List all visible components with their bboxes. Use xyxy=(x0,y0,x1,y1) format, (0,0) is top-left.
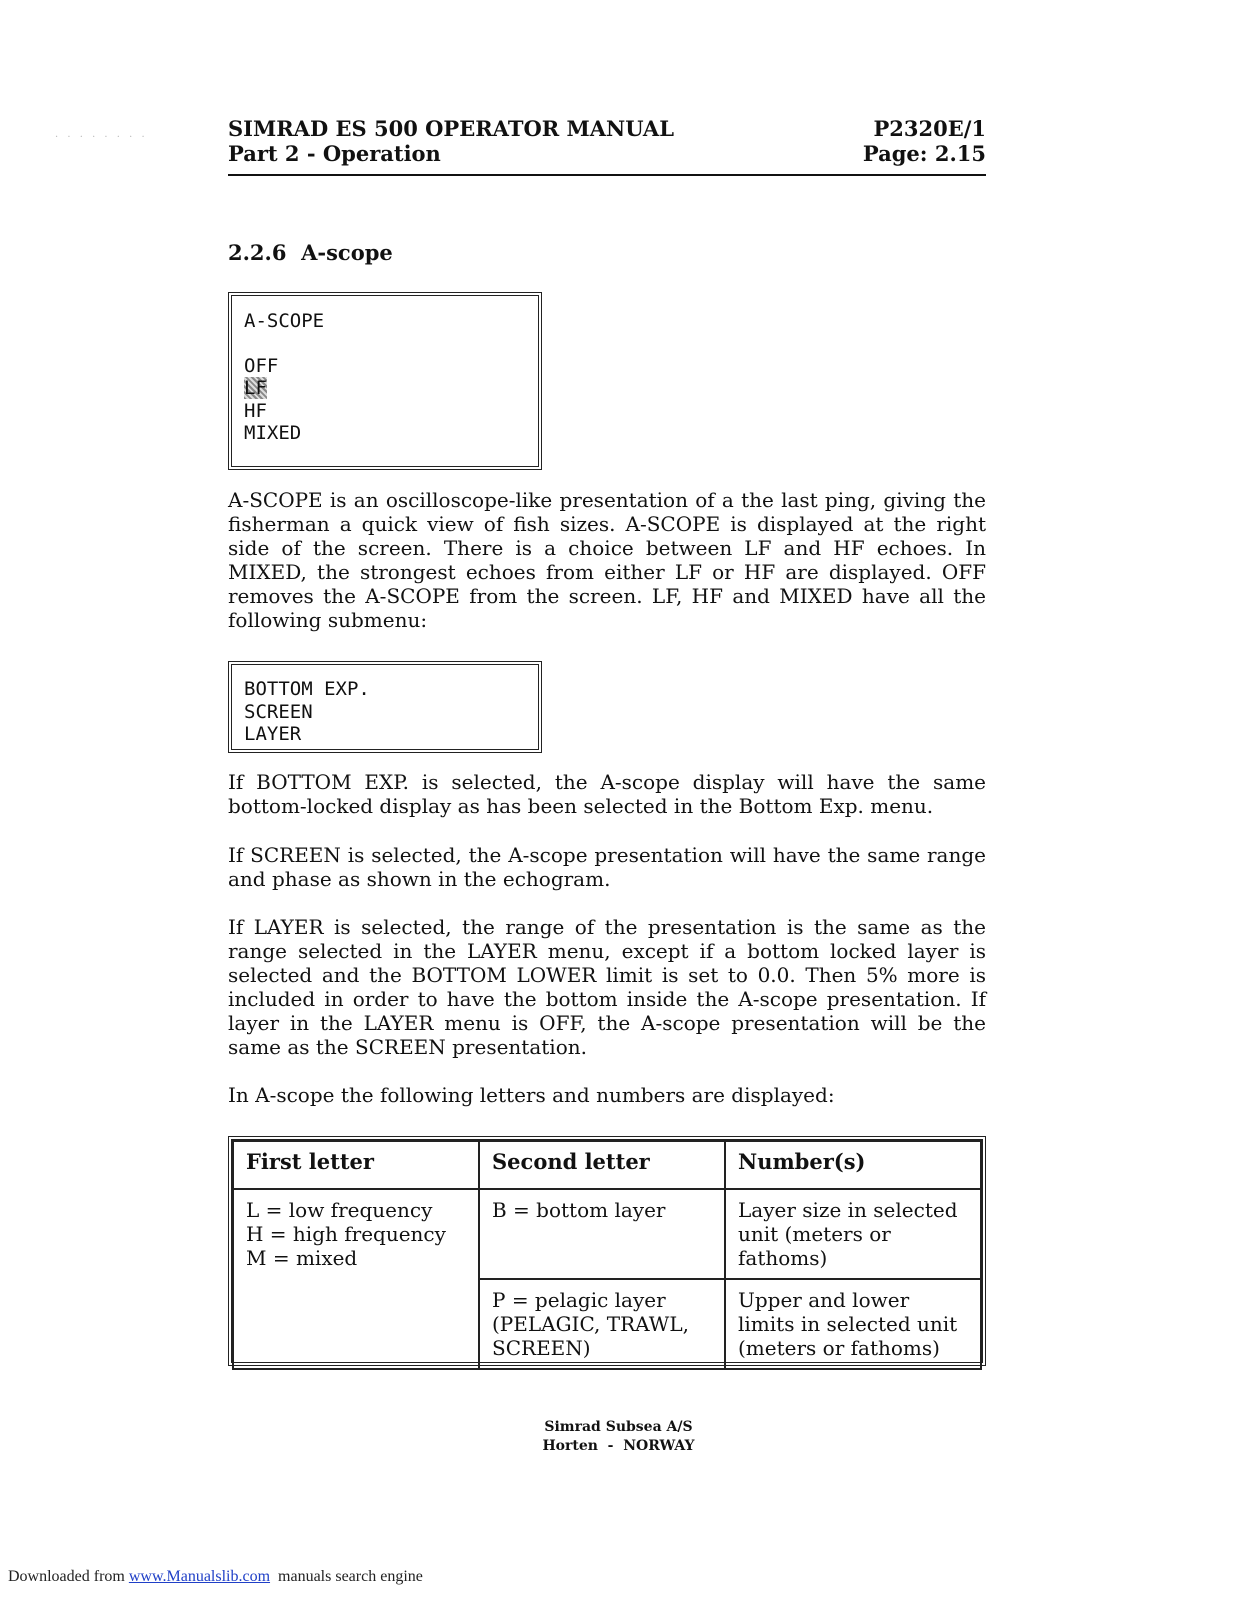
page-header xyxy=(228,116,986,176)
submenu-option-layer: LAYER xyxy=(244,723,302,745)
ascope-menu-title: A-SCOPE xyxy=(244,310,325,332)
manual-title: SIMRAD ES 500 OPERATOR MANUAL xyxy=(228,116,674,141)
header-left xyxy=(228,116,674,166)
first-letter-m: M = mixed xyxy=(246,1246,358,1270)
download-prefix: Downloaded from xyxy=(8,1568,129,1585)
numbers-line: unit (meters or xyxy=(738,1222,891,1246)
header-numbers: Number(s) xyxy=(725,1141,981,1189)
section-title: A-scope xyxy=(301,240,393,265)
section-heading xyxy=(228,240,393,265)
second-letter-p: P = pelagic layer xyxy=(492,1288,666,1312)
submenu-option-screen: SCREEN xyxy=(244,700,313,723)
menu-option-off: OFF xyxy=(244,354,279,377)
second-letter-b: B = bottom layer xyxy=(492,1198,666,1222)
first-letter-l: L = low frequency xyxy=(246,1198,433,1222)
section-number: 2.2.6 xyxy=(228,240,287,265)
menu-option-hf: HF xyxy=(244,399,267,422)
footer-location: Horten - NORWAY xyxy=(542,1438,695,1454)
menu-option-mixed: MIXED xyxy=(244,422,302,444)
second-letter-cell xyxy=(479,1189,725,1279)
second-letter-line: SCREEN) xyxy=(492,1336,591,1360)
paragraph-screen: If SCREEN is selected, the A-scope presentation will have the same range and phase as shown in the echogram. xyxy=(228,843,986,891)
manualslib-link[interactable]: www.Manualslib.com xyxy=(128,1568,271,1585)
paragraph-layer: If LAYER is selected, the range of the presentation is the same as the range selected in the LAYER menu, except if a bottom locked layer is selected and the BOTTOM LOWER limit is set to 0.0. Then 5% more is included in order to have the bottom inside the A-scope presentation. If layer in the LAYER menu is OFF, the A-scope presentation will be the same as the SCREEN presentation. xyxy=(228,915,986,1059)
numbers-line: fathoms) xyxy=(738,1246,828,1270)
footer-company: Simrad Subsea A/S xyxy=(544,1419,693,1435)
menu-option-lf-selected: LF xyxy=(244,377,267,399)
submenu-option-bottom-exp: BOTTOM EXP. xyxy=(244,678,370,700)
table-row xyxy=(233,1189,981,1279)
page-footer xyxy=(0,1418,1237,1456)
numbers-cell xyxy=(725,1279,981,1369)
ascope-menu-box xyxy=(228,292,542,470)
download-banner xyxy=(8,1568,423,1586)
numbers-line: Upper and lower xyxy=(738,1288,910,1312)
numbers-cell xyxy=(725,1189,981,1279)
ascope-legend-table xyxy=(228,1136,986,1366)
scan-dots: · · · · · · · · xyxy=(55,132,148,143)
submenu-box xyxy=(228,661,542,753)
numbers-line: limits in selected unit xyxy=(738,1312,958,1336)
second-letter-line: (PELAGIC, TRAWL, xyxy=(492,1312,689,1336)
numbers-line: (meters or fathoms) xyxy=(738,1336,940,1360)
first-letter-h: H = high frequency xyxy=(246,1222,446,1246)
paragraph-table-intro: In A-scope the following letters and numbers are displayed: xyxy=(228,1083,835,1107)
page-number: Page: 2.15 xyxy=(862,141,986,166)
header-first-letter: First letter xyxy=(233,1141,479,1189)
part-title: Part 2 - Operation xyxy=(228,141,441,166)
numbers-line: Layer size in selected xyxy=(738,1198,958,1222)
first-letter-cell xyxy=(233,1189,479,1369)
paragraph-bottom-exp: If BOTTOM EXP. is selected, the A-scope display will have the same bottom-locked display as has been selected in the Bottom Exp. menu. xyxy=(228,770,986,818)
table-header-row xyxy=(233,1141,981,1189)
header-right xyxy=(863,116,986,166)
header-second-letter: Second letter xyxy=(479,1141,725,1189)
paragraph-ascope-intro: A-SCOPE is an oscilloscope-like presentation of a the last ping, giving the fisherman a quick view of fish sizes. A-SCOPE is displayed at the right side of the screen. There is a choice between LF and HF echoes. In MIXED, the strongest echoes from either LF or HF are displayed. OFF removes the A-SCOPE from the screen. LF, HF and MIXED have all the following submenu: xyxy=(228,488,986,632)
download-suffix: manuals search engine xyxy=(270,1568,423,1585)
second-letter-cell xyxy=(479,1279,725,1369)
doc-number: P2320E/1 xyxy=(873,116,986,141)
